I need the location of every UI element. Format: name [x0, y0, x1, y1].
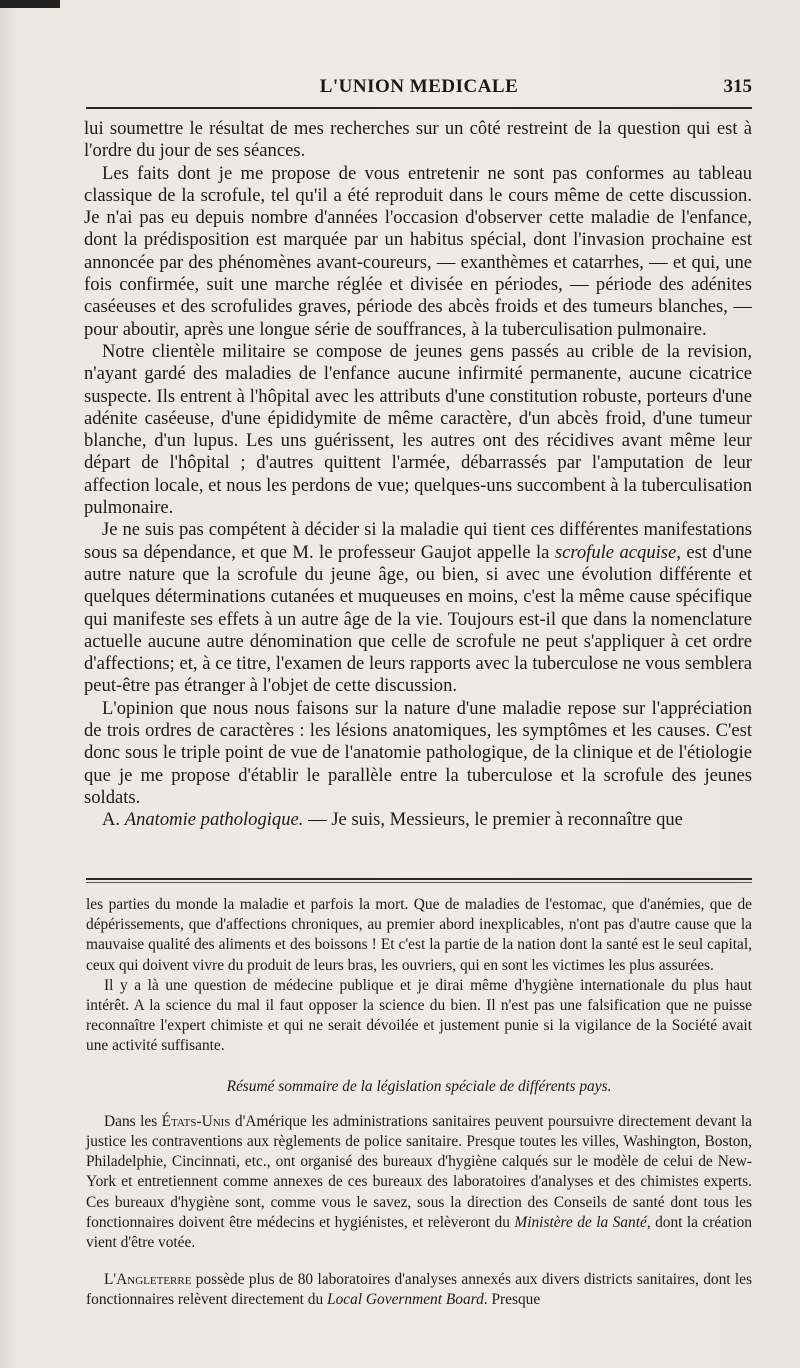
- running-title: L'UNION MEDICALE: [319, 76, 519, 97]
- footnote-paragraph-4: [86, 1270, 752, 1310]
- section-title: Anatomie pathologique.: [124, 809, 304, 831]
- fp4-emphasis: Local Government Board: [327, 1291, 484, 1309]
- footnote-text: [86, 895, 752, 1311]
- paragraph-4-text-a: Je ne suis pas compétent à décider si la maladie qui tient ces différentes manifestations sous sa dépendance, et que M. le professeur Gaujot appelle la: [84, 519, 752, 563]
- page-number: 315: [723, 76, 752, 97]
- scan-corner-mark: [0, 0, 60, 8]
- fp3-country: États-Unis: [161, 1112, 231, 1130]
- section-label: A.: [102, 809, 121, 831]
- footnote-heading: Résumé sommaire de la législation spéciale de différents pays.: [226, 1077, 612, 1095]
- fp4-text-b: possède plus de 80 laboratoires d'analyses annexés aux divers districts sanitaires, dont les fonctionnaires relèvent directement du: [86, 1271, 752, 1309]
- main-text: [84, 118, 752, 832]
- header-rule: [86, 107, 752, 109]
- fp3-text-c: , dont la création vient d'être votée.: [86, 1213, 752, 1252]
- paragraph-2: Les faits dont je me propose de vous entretenir ne sont pas conformes au tableau classique de la scrofule, tel qu'il a été reproduit dans le cours même de cette discussion. Je n'ai pas eu depuis nombre d'années l'occasion d'observer cette maladie de l'enfance, dont la prédisposition est marquée par un habitus spécial, dont l'invasion prochaine est annoncée par des phénomènes avant-coureurs, — exanthèmes et catarrhes, — et qui, une fois confirmée, suit une marche réglée et divisée en périodes, — période des adénites caséeuses et des scrofulides graves, période des abcès froids et des tumeurs blanches, — pour aboutir, après une longue série de souffrances, à la tuberculisation pulmonaire.: [84, 162, 752, 340]
- paragraph-5: L'opinion que nous nous faisons sur la nature d'une maladie repose sur l'appréciation de trois ordres de caractères : les lésions anatomiques, les symptômes et les causes. C'est donc sous le triple point de vue de l'anatomie pathologique, de la clinique et de l'étiologie que je me propose d'établir le parallèle entre la tuberculose et la scrofule des jeunes soldats.: [84, 697, 752, 808]
- paragraph-4: [84, 519, 752, 697]
- footnote-spacer: [86, 1253, 752, 1270]
- paragraph-6-text: — Je suis, Messieurs, le premier à reconnaître que: [303, 809, 683, 831]
- paragraph-3: Notre clientèle militaire se compose de jeunes gens passés au crible de la revision, n'ayant gardé des maladies de l'enfance aucune infirmité permanente, aucune cicatrice suspecte. Ils entrent à l'hôpital avec les attributs d'une constitution robuste, porteurs d'une adénite caséeuse, d'une épididymite de même caractère, d'un abcès froid, d'une tumeur blanche, d'un lupus. Les uns guérissent, les autres ont des récidives avant même leur départ de l'hôpital ; d'autres quittent l'armée, débarrassés par l'amputation de leur affection locale, et nous les perdons de vue; quelques-uns succombent à la tuberculisation pulmonaire.: [84, 340, 752, 519]
- paragraph-1: lui soumettre le résultat de mes recherches sur un côté restreint de la question qui est à l'ordre du jour de ses séances.: [84, 118, 752, 162]
- fp3-text-b: d'Amérique les administrations sanitaires peuvent poursuivre directement devant la justice les contraventions aux règlements de police sanitaire. Presque toutes les villes, Washington, Boston, Philadelphie, Cincinnati, etc., ont organisé des bureaux d'hygiène calqués sur le modèle de celui de New-York et entretiennent comme annexes de ces bureaux des laboratoires d'analyses et des chimistes experts. Ces bureaux d'hygiène sont, comme vous le savez, sous la direction des Conseils de santé dont tous les fonctionnaires doivent être médecins et hygiénistes, et relèveront du: [86, 1112, 752, 1231]
- fp3-emphasis: Ministère de la Santé: [514, 1213, 647, 1231]
- fp4-country: L'Angleterre: [104, 1271, 192, 1289]
- footnote-paragraph-3: [86, 1112, 752, 1253]
- paragraph-4-emphasis: scrofule acquise: [554, 541, 677, 563]
- footnote-rule: [86, 878, 752, 880]
- footnote-paragraph-1: les parties du monde la maladie et parfois la mort. Que de maladies de l'estomac, que d'anémies, que de dépérissements, que d'affections chroniques, au premier abord inexplicables, n'ont pas d'autre cause que la mauvaise qualité des aliments et des boissons ! Et c'est la partie de la nation dont la santé est le seul capital, ceux qui doivent vivre du produit de leurs bras, les ouvriers, qui en sont les victimes les plus assurées.: [86, 896, 752, 974]
- fp3-text-a: Dans les: [104, 1112, 162, 1130]
- fp4-text-c: . Presque: [483, 1291, 541, 1309]
- paragraph-6: [84, 809, 752, 831]
- footnote-rule-thin: [86, 882, 752, 883]
- footnote-paragraph-2: Il y a là une question de médecine publique et je dirai même d'hygiène internationale du plus haut intérêt. A la science du mal il faut opposer la science du bien. Il n'est pas une falsification que ne puisse reconnaître l'expert chimiste et qui ne serait dévoilée et justement punie si la vigilance de la Société avait une activité suffisante.: [86, 976, 752, 1055]
- page-header: [86, 74, 752, 100]
- paragraph-4-text-b: , est d'une autre nature que la scrofule du jeune âge, ou bien, si avec une évolution différente et quelques déterminations cutanées et muqueuses en moins, c'est la même cause spécifique qui manifeste ses effets à un autre âge de la vie. Toujours est-il que dans la nomenclature actuelle aucune autre dénomination que celle de scrofule ne peut s'appliquer à cet ordre d'affections; et, à ce titre, l'examen de leurs rapports avec la tuberculose ne vous semblera peut-être pas étranger à l'objet de cette discussion.: [84, 541, 752, 697]
